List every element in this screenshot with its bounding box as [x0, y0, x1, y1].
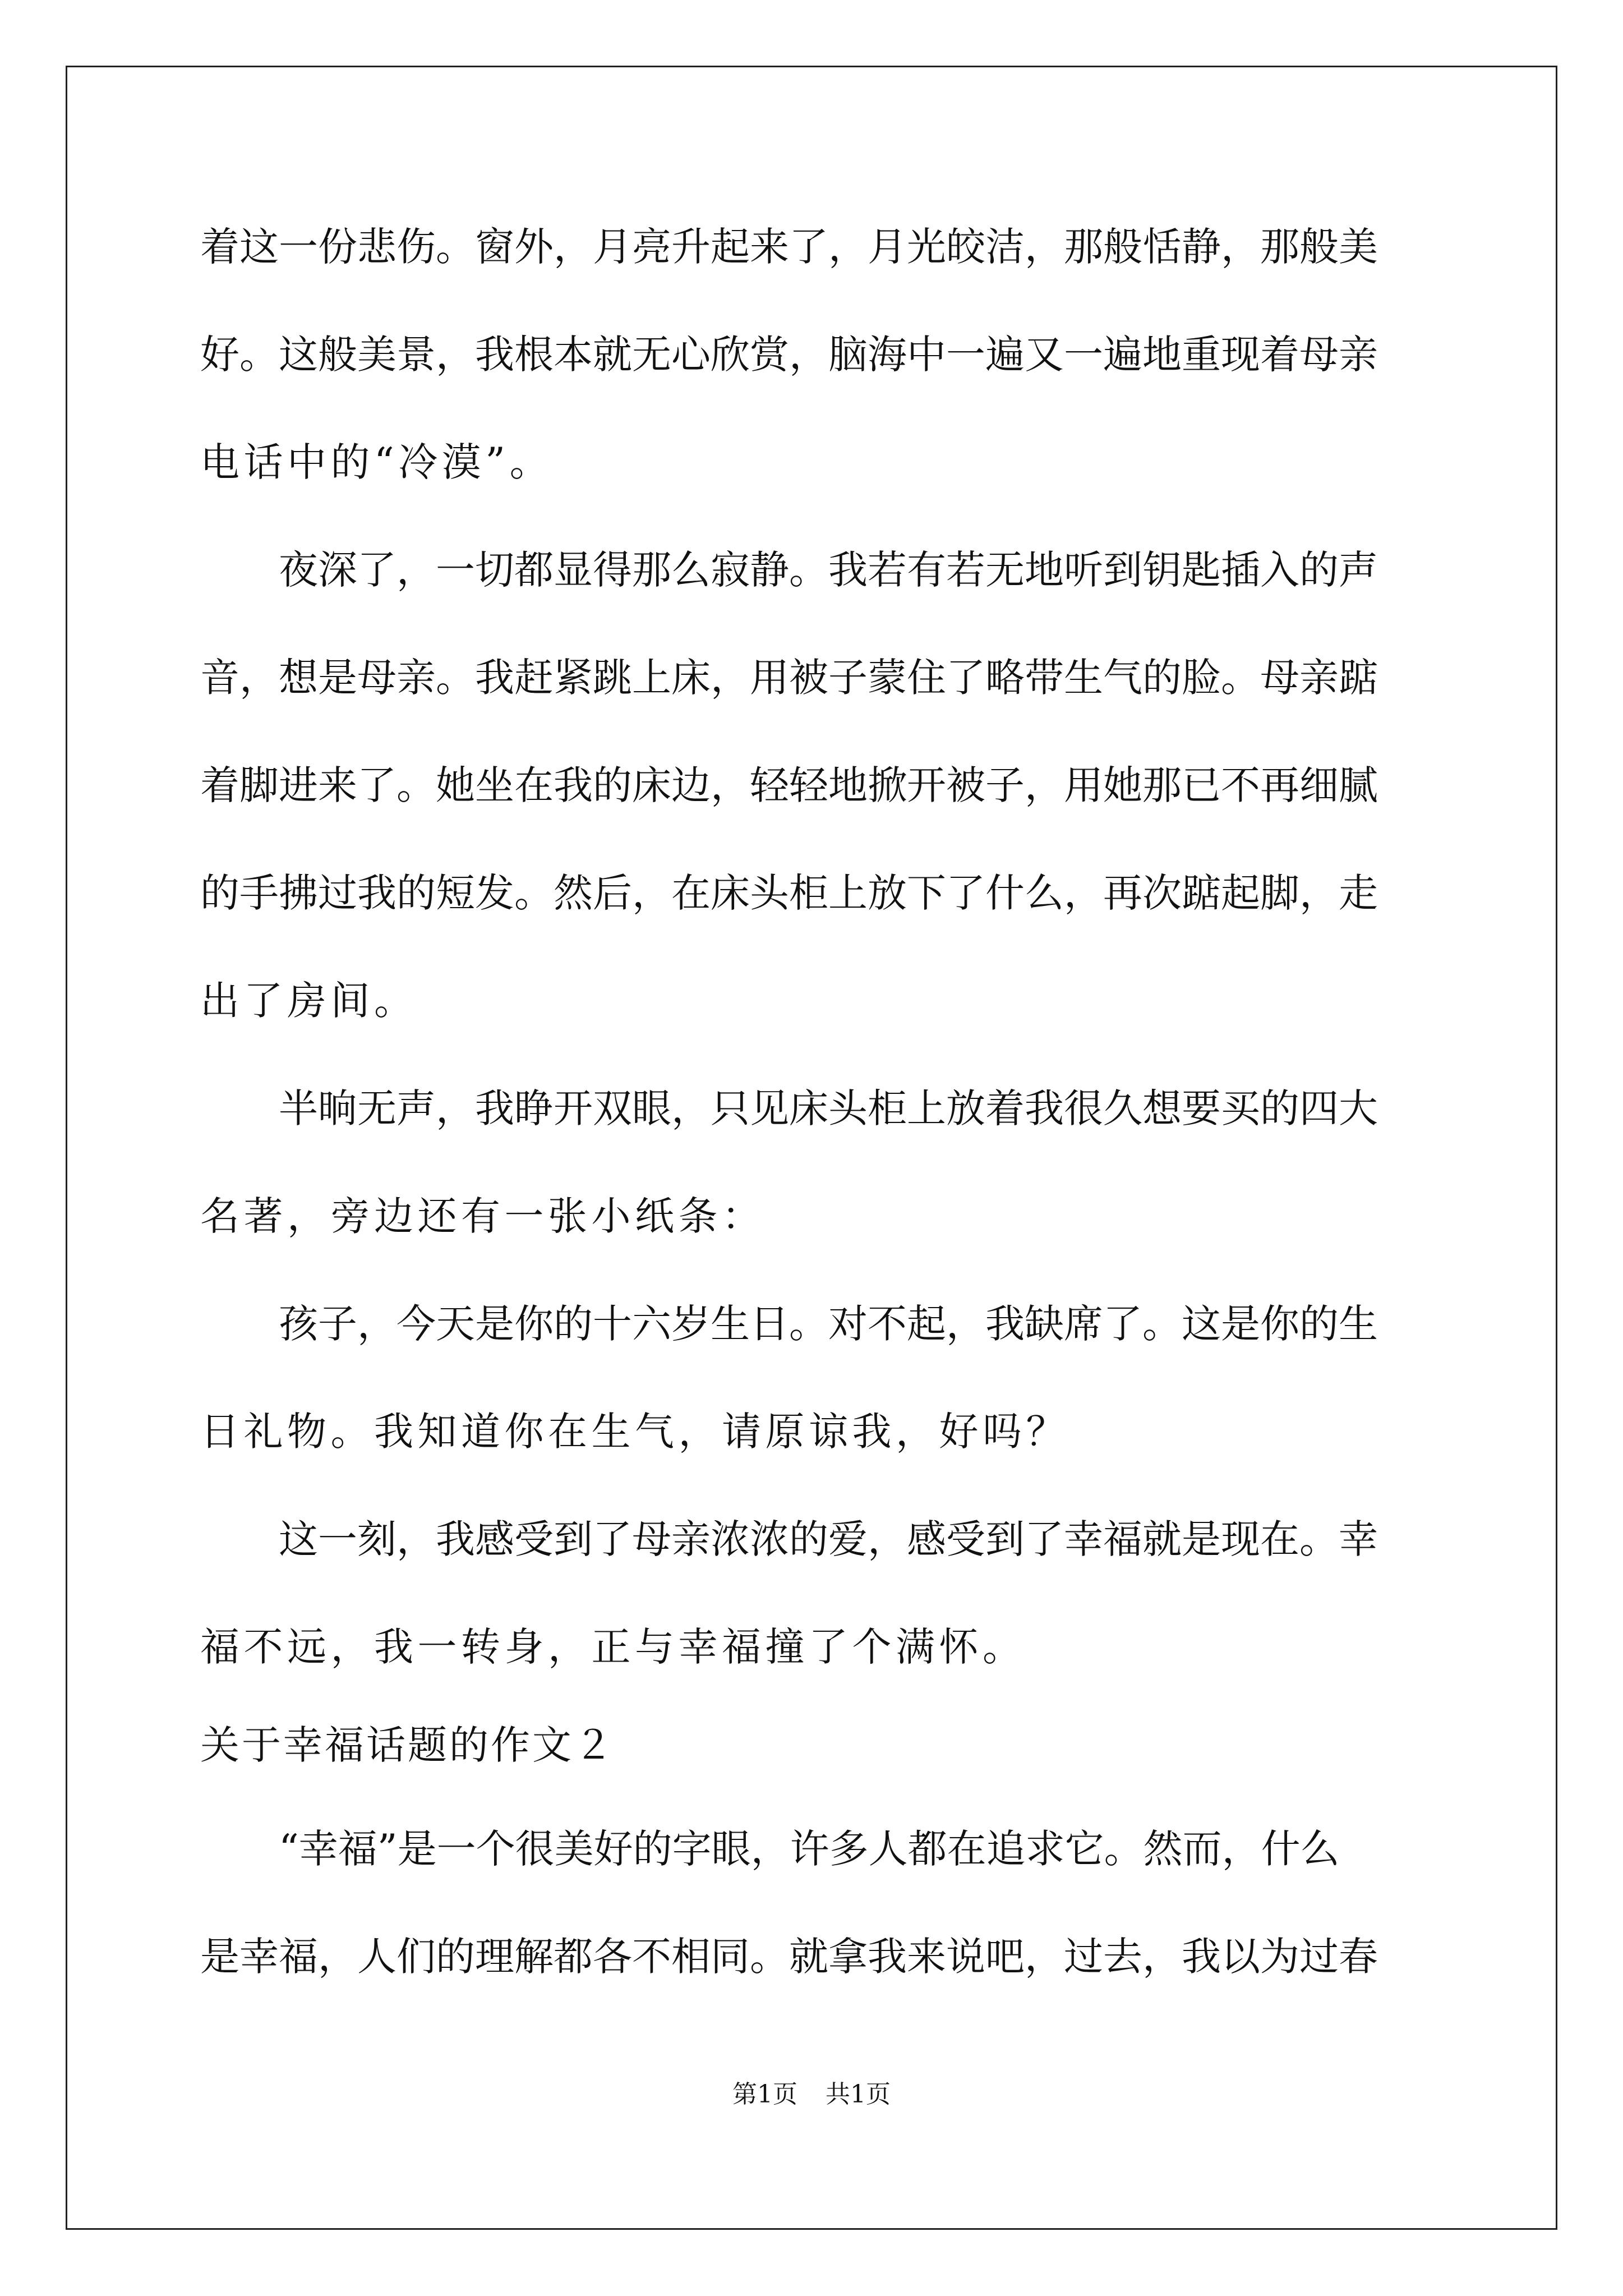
page-total: 共1页	[826, 2080, 891, 2109]
page-border	[66, 66, 1557, 2230]
text-line: 电话中的“冷漠”。	[200, 439, 554, 485]
text-line: 名著，旁边还有一张小纸条：	[200, 1193, 766, 1239]
text-line: 音，想是母亲。我赶紧跳上床，用被子蒙住了略带生气的脸。母亲踮	[200, 655, 1378, 701]
page-footer	[0, 2082, 1623, 2107]
page-number: 第1页	[732, 2080, 797, 2109]
text-line: 夜深了，一切都显得那么寂静。我若有若无地听到钥匙插入的声	[200, 547, 1378, 593]
text-line: 着脚进来了。她坐在我的床边，轻轻地掀开被子，用她那已不再细腻	[200, 762, 1378, 808]
text-line: 好。这般美景，我根本就无心欣赏，脑海中一遍又一遍地重现着母亲	[200, 332, 1378, 378]
text-line: “幸福”是一个很美好的字眼，许多人都在追求它。然而，什么	[200, 1826, 1340, 1872]
text-line: 是幸福，人们的理解都各不相同。就拿我来说吧，过去，我以为过春	[200, 1934, 1378, 1980]
text-line: 的手拂过我的短发。然后，在床头柜上放下了什么，再次踮起脚，走	[200, 870, 1378, 916]
section-heading: 关于幸福话题的作文２	[200, 1722, 615, 1768]
text-line: 福不远，我一转身，正与幸福撞了个满怀。	[200, 1624, 1026, 1670]
text-line: 日礼物。我知道你在生气，请原谅我，好吗？	[200, 1409, 1069, 1455]
text-line: 这一刻，我感受到了母亲浓浓的爱，感受到了幸福就是现在。幸	[200, 1516, 1378, 1562]
text-line: 孩子，今天是你的十六岁生日。对不起，我缺席了。这是你的生	[200, 1301, 1378, 1347]
text-line: 半晌无声，我睁开双眼，只见床头柜上放着我很久想要买的四大	[200, 1085, 1378, 1131]
text-line: 出了房间。	[200, 978, 418, 1024]
text-line: 着这一份悲伤。窗外，月亮升起来了，月光皎洁，那般恬静，那般美	[200, 224, 1378, 270]
